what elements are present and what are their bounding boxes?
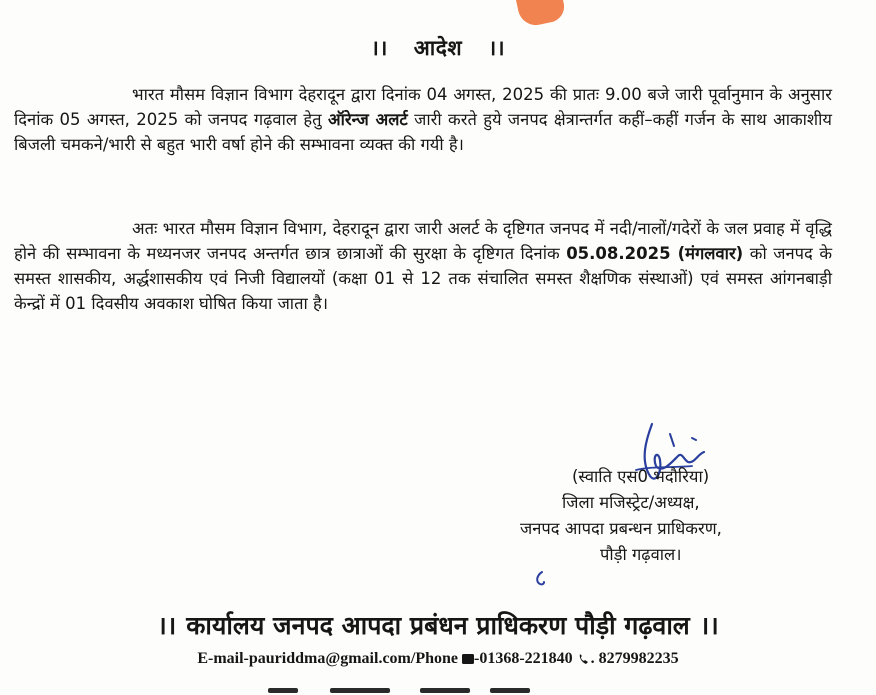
signatory-authority: जनपद आपदा प्रबन्धन प्राधिकरण, — [520, 519, 722, 538]
orange-alert-label: ऑरेन्ज अलर्ट — [327, 110, 408, 129]
signature-block — [520, 408, 820, 588]
pen-mark — [530, 568, 552, 590]
orange-corner-mark — [515, 0, 567, 28]
signatory-designation: जिला मजिस्ट्रेट/अध्यक्ष, — [562, 493, 700, 512]
holiday-date: 05.08.2025 (मंगलवार) — [566, 244, 744, 263]
mobile-icon — [577, 652, 591, 666]
phone-icon — [462, 653, 474, 665]
phone-number: -01368-221840 — [474, 650, 573, 667]
holiday-text-end: को जनपद के समस्त शासकीय, अर्द्धशासकीय एवं निजी विद्यालयों (कक्षा 01 से 12 तक संचालित समस्त शैक्षणिक संस्थाओं) एवं समस्त आंगनबाड़ी केन्द्रों में 01 दिवसीय अवकाश घोषित किया जाता है। — [14, 244, 832, 313]
office-name: कार्यालय जनपद आपदा प्रबंधन प्राधिकरण पौड़ी गढ़वाल — [186, 611, 690, 640]
forecast-text-start: भारत मौसम विज्ञान विभाग देहरादून द्वारा दिनांक 04 अगस्त, 2025 की प्रातः 9.00 बजे जारी पूर्वानुमान के अनुसार दिनांक 05 अगस्त, 2025 को जनपद गढ़वाल हेतु — [14, 85, 832, 129]
heading-bars-right: ।। — [488, 36, 506, 60]
signatory-place: पौड़ी गढ़वाल। — [600, 545, 682, 564]
footer-bars-left: ।। — [157, 611, 177, 640]
forecast-text-end: जारी करते हुये जनपद क्षेत्रान्तर्गत कहीं–कहीं गर्जन के साथ आकाशीय बिजली चमकने/भारी से बहुत भारी वर्षा होने की सम्भावना व्यक्त की गयी है। — [14, 110, 832, 154]
order-heading — [0, 34, 876, 62]
holiday-text-start: अतः भारत मौसम विज्ञान विभाग, देहरादून द्वारा जारी अलर्ट के दृष्टिगत जनपद में नदी/नालों/गदेरों के जल प्रवाह में वृद्धि होने की सम्भावना के मध्यनजर जनपद अन्तर्गत छात्र छात्राओं की सुरक्षा के दृष्टिगत दिनांक — [14, 219, 832, 263]
holiday-paragraph — [14, 216, 832, 316]
cropped-bottom-text — [0, 688, 876, 695]
email-text: E-mail-pauriddma@gmail.com/Phone — [197, 650, 458, 667]
office-footer-title — [0, 608, 876, 642]
mobile-number: . 8279982235 — [590, 650, 679, 667]
footer-bars-right: ।। — [699, 611, 719, 640]
signatory-name: (स्वाति एस0 भदौरिया) — [572, 467, 710, 486]
heading-bars-left: ।। — [370, 36, 388, 60]
forecast-paragraph — [14, 82, 832, 157]
order-title: आदेश — [413, 36, 463, 60]
contact-line — [0, 650, 876, 668]
